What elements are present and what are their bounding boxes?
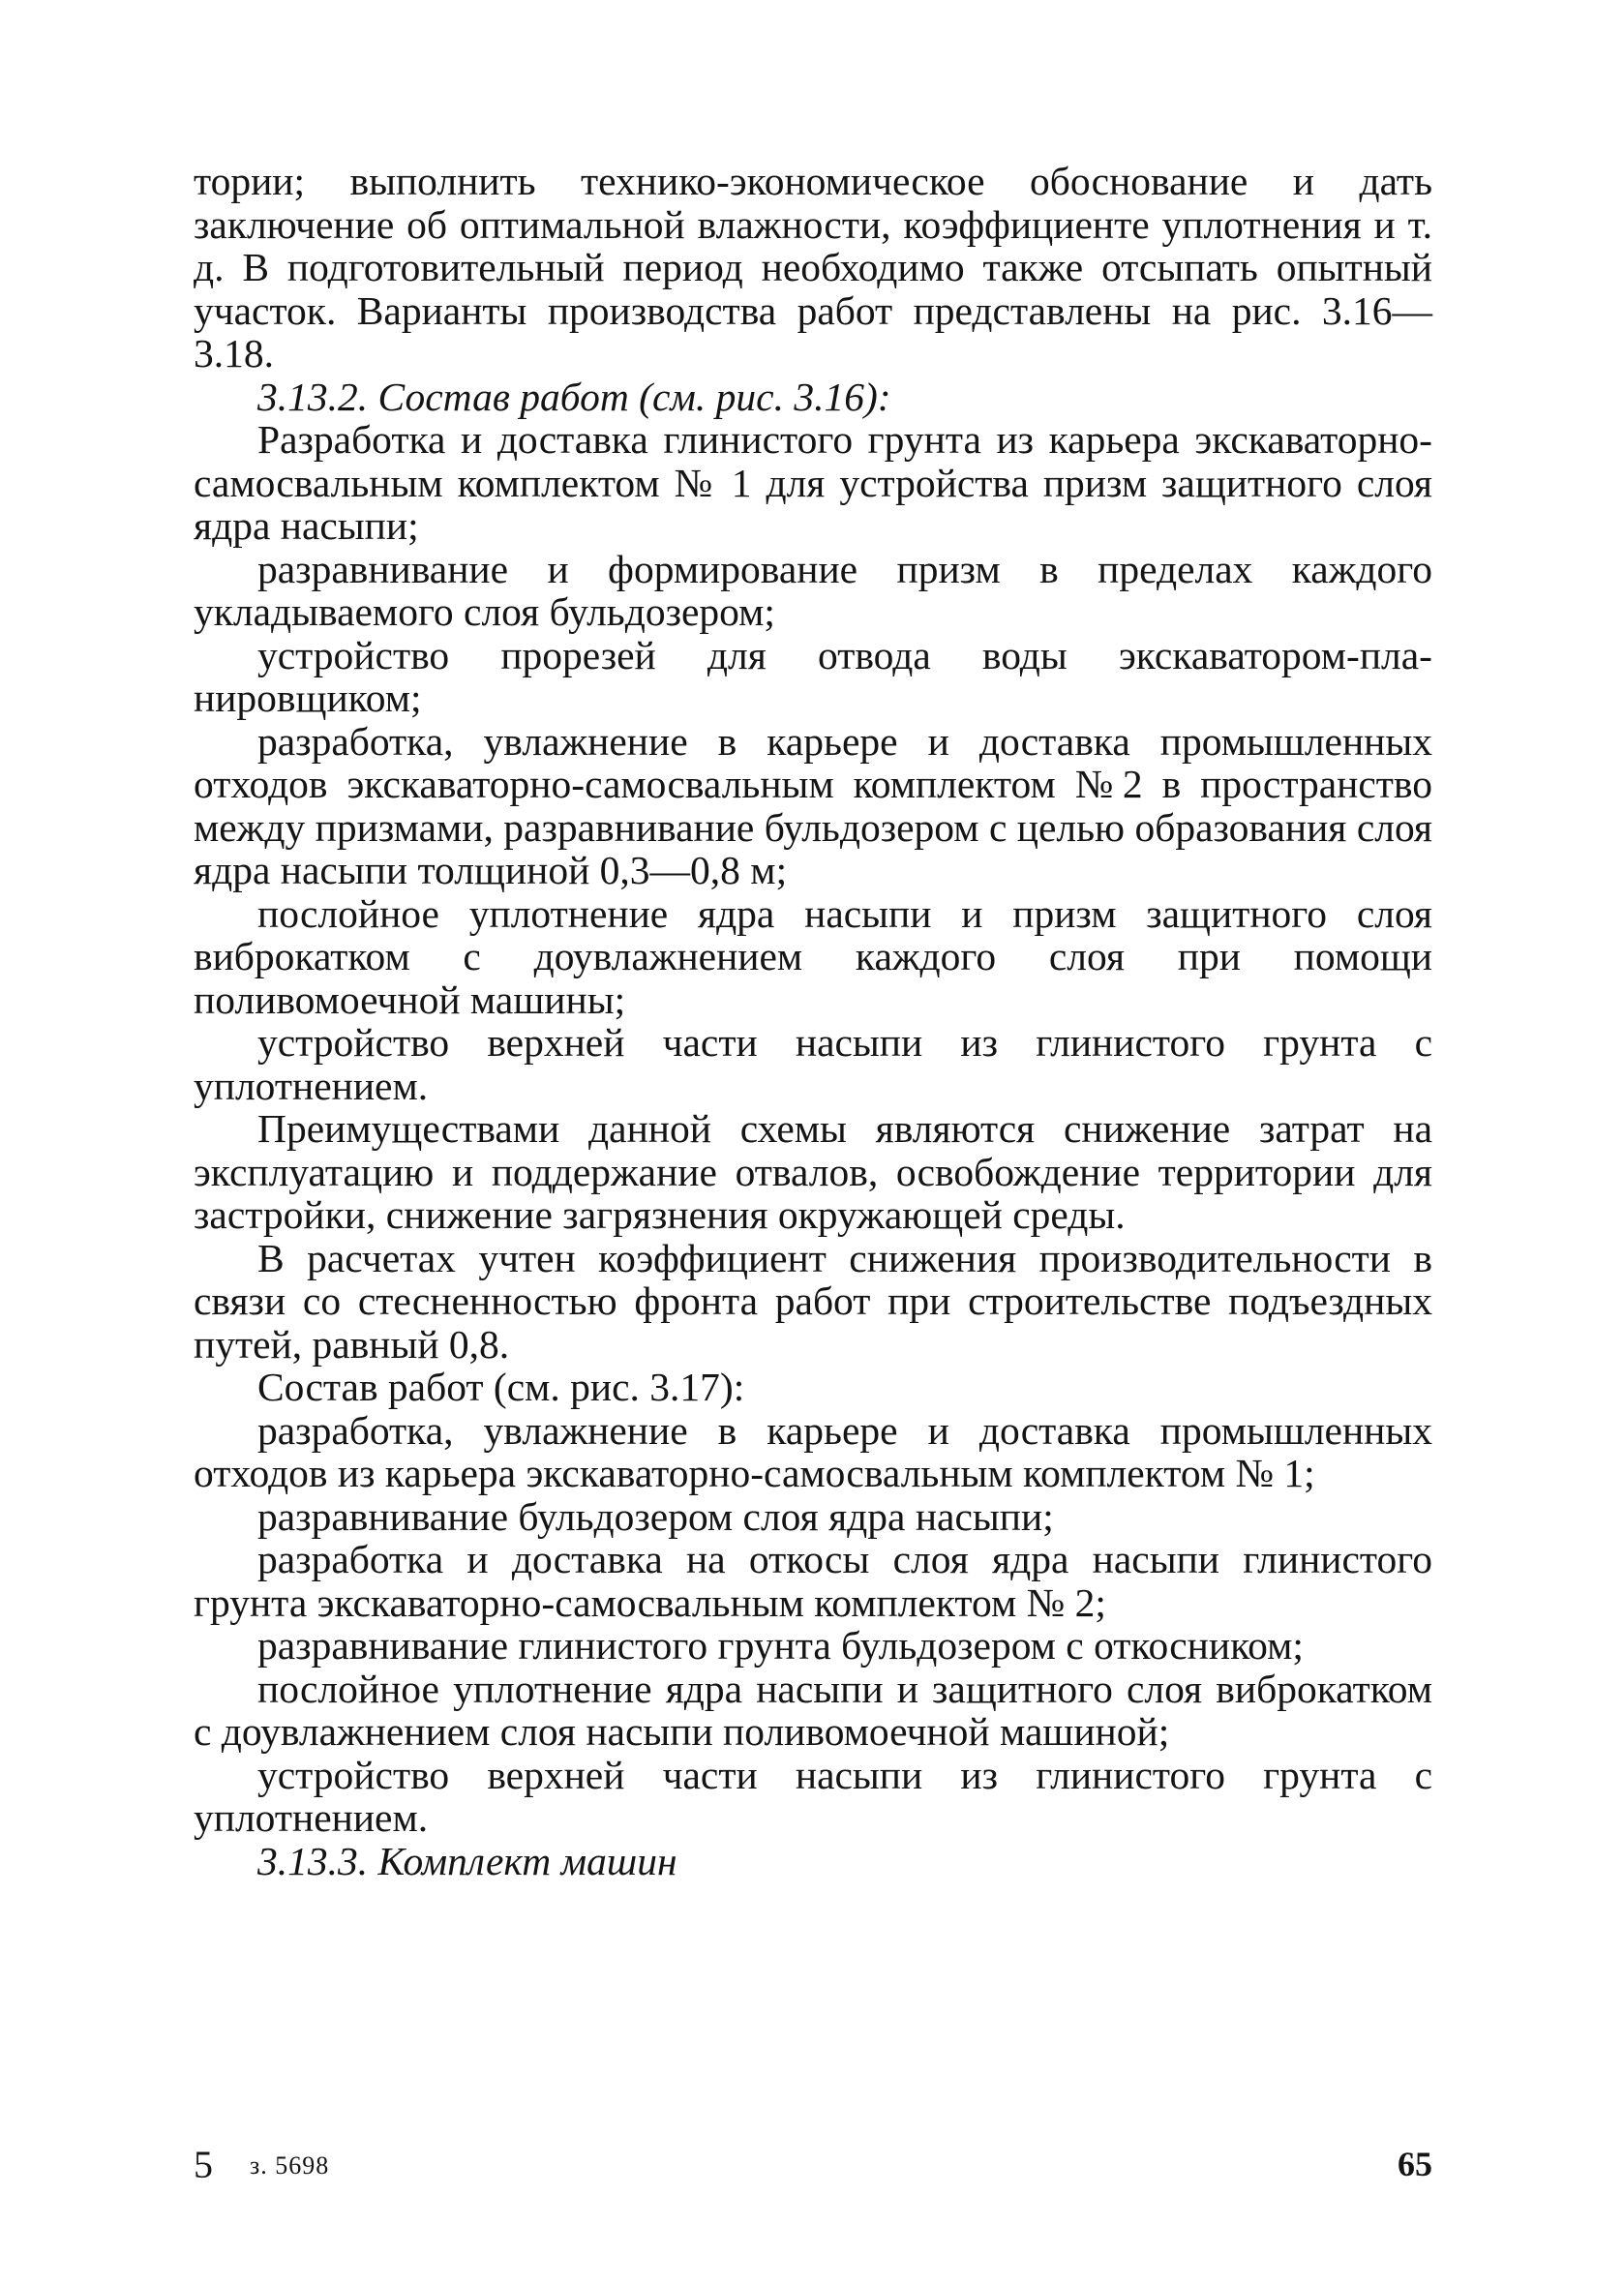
paragraph: Состав работ (см. рис. 3.17): [257,1365,745,1409]
paragraph: Преимуществами данной схемы являются снижение затрат на эксплуатацию и поддержание отвалов, освобождение территории для застройки, снижение загрязнения окружающей среды. [194,1106,1432,1237]
paragraph: разравнивание и формирование призм в пределах каждого укладываемого слоя бульдозером; [194,546,1432,634]
body-text [194,160,1432,1882]
page-footer [194,2142,1432,2190]
page-number: 65 [1398,2145,1432,2183]
section-heading: 3.13.3. Комплект машин [257,1838,677,1883]
paragraph: В расчетах учтен коэффициент снижения производительности в связи со стесненностью фронта работ при строительстве подъездных путей, равный 0,8. [194,1235,1432,1367]
paragraph: устройство верхней части насыпи из глинистого грунта с уплотнением. [194,1752,1432,1840]
paragraph: разработка и доставка на откосы слоя ядра насыпи глинистого грунта экскаваторно-самосвальным комплектом № 2; [194,1537,1432,1625]
paragraph: разработка, увлажнение в карьере и доставка промышленных отходов экскаваторно-самосвальным комплектом №2 в пространство между призмами, разравнивание бульдозером с целью образования слоя ядра насыпи толщиной 0,3—0,8 м; [194,718,1432,892]
paragraph: разравнивание бульдозером слоя ядра насыпи; [257,1493,1054,1539]
paragraph: послойное уплотнение ядра насыпи и призм защитного слоя виброкатком с доувлажнением каждого слоя при помощи поливомоечной машины; [194,890,1432,1022]
print-order-number: з. 5698 [250,2151,330,2180]
paragraph: разработка, увлажнение в карьере и доставка промышленных отходов из карьера экскаваторно-самосвальным комплектом № 1; [194,1407,1432,1495]
section-heading: 3.13.2. Состав работ (см. рис. 3.16): [257,374,891,419]
paragraph: тории; выполнить технико-экономическое обоснование и дать заключение об оптимальной влажности, коэффициенте уплотнения и т. д. В подготовительный период необходимо также отсыпать опытный участок. Варианты производства работ представлены на рис. 3.16—3.18. [194,159,1432,376]
signature-mark: 5 [194,2143,213,2186]
paragraph: устройство верхней части насыпи из глинистого грунта с уплотнением. [194,1020,1432,1108]
paragraph: разравнивание глинистого грунта бульдозером с откосником; [257,1623,1304,1668]
paragraph: устройство прорезей для отвода воды экскаватором-планировщиком; [194,632,1432,720]
paragraph: послойное уплотнение ядра насыпи и защитного слоя виброкатком с доувлажнением слоя насыпи поливомоечной машиной; [194,1666,1432,1754]
paragraph: Разработка и доставка глинистого грунта из карьера экскаваторно-самосвальным комплектом № 1 для устройства призм защитного слоя ядра насыпи; [194,417,1432,548]
